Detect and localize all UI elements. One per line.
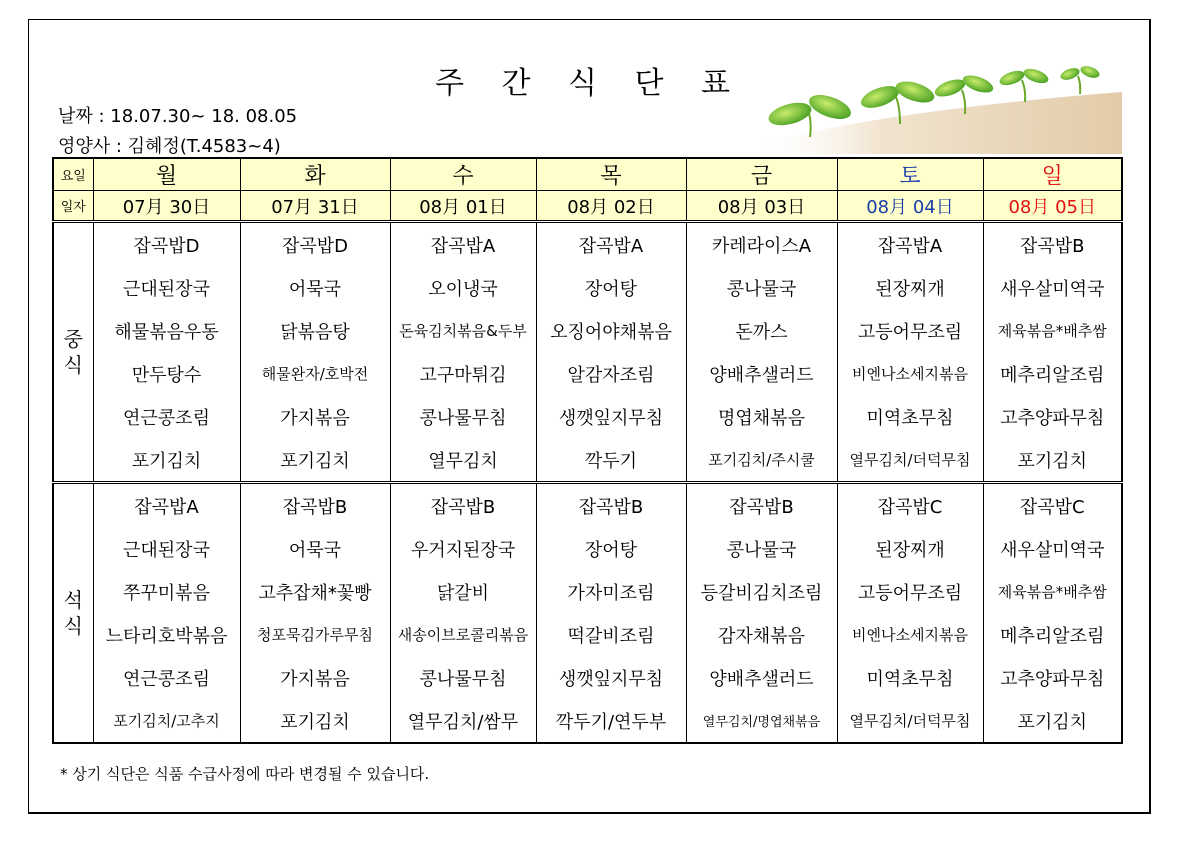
menu-item: 장어탕 xyxy=(536,266,686,309)
day-sun: 일 xyxy=(983,158,1122,191)
menu-item: 깍두기/연두부 xyxy=(536,699,686,743)
menu-item: 알감자조림 xyxy=(536,352,686,395)
dinner-section xyxy=(53,483,1122,744)
menu-item: 포기김치 xyxy=(240,699,390,743)
menu-item: 오징어야채볶음 xyxy=(536,309,686,352)
menu-item: 포기김치 xyxy=(240,438,390,483)
menu-item: 어묵국 xyxy=(240,527,390,570)
menu-item: 비엔나소세지볶음 xyxy=(837,613,983,656)
menu-item: 메추리알조림 xyxy=(983,613,1122,656)
menu-item: 열무김치 xyxy=(390,438,536,483)
menu-item: 된장찌개 xyxy=(837,527,983,570)
date-mon: 07月 30日 xyxy=(93,191,240,222)
menu-item: 포기김치 xyxy=(983,699,1122,743)
dinner-row xyxy=(53,570,1122,613)
sprout-illustration xyxy=(750,52,1122,154)
date-label: 일자 xyxy=(53,191,93,222)
menu-item: 느타리호박볶음 xyxy=(93,613,240,656)
menu-item: 가지볶음 xyxy=(240,395,390,438)
lunch-row xyxy=(53,352,1122,395)
menu-item: 미역초무침 xyxy=(837,656,983,699)
day-header-row xyxy=(53,158,1122,191)
menu-item: 새송이브로콜리볶음 xyxy=(390,613,536,656)
day-tue: 화 xyxy=(240,158,390,191)
dinner-row xyxy=(53,527,1122,570)
menu-item: 잡곡밥B xyxy=(983,222,1122,267)
menu-item: 포기김치 xyxy=(93,438,240,483)
menu-item: 잡곡밥A xyxy=(837,222,983,267)
day-sat: 토 xyxy=(837,158,983,191)
dinner-row xyxy=(53,483,1122,528)
menu-item: 미역초무침 xyxy=(837,395,983,438)
menu-item: 콩나물무침 xyxy=(390,395,536,438)
menu-item: 닭볶음탕 xyxy=(240,309,390,352)
menu-item: 근대된장국 xyxy=(93,266,240,309)
menu-item: 청포묵김가루무침 xyxy=(240,613,390,656)
menu-item: 고구마튀김 xyxy=(390,352,536,395)
weekly-menu-table xyxy=(52,157,1123,744)
nutritionist-info: 영양사 : 김혜정(T.4583~4) xyxy=(58,136,281,157)
menu-item: 쭈꾸미볶음 xyxy=(93,570,240,613)
menu-item: 잡곡밥A xyxy=(93,483,240,528)
menu-item: 고추양파무침 xyxy=(983,395,1122,438)
menu-item: 가지볶음 xyxy=(240,656,390,699)
dinner-row xyxy=(53,613,1122,656)
menu-item: 잡곡밥D xyxy=(240,222,390,267)
dinner-row xyxy=(53,656,1122,699)
menu-item: 열무김치/명엽채볶음 xyxy=(686,699,837,743)
menu-item: 잡곡밥C xyxy=(837,483,983,528)
menu-item: 해물볶음우동 xyxy=(93,309,240,352)
menu-item: 만두탕수 xyxy=(93,352,240,395)
date-range: 날짜 : 18.07.30~ 18. 08.05 xyxy=(58,106,298,127)
menu-item: 돈육김치볶음&두부 xyxy=(390,309,536,352)
menu-item: 오이냉국 xyxy=(390,266,536,309)
menu-item: 잡곡밥C xyxy=(983,483,1122,528)
menu-item: 열무김치/쌈무 xyxy=(390,699,536,743)
day-mon: 월 xyxy=(93,158,240,191)
menu-item: 장어탕 xyxy=(536,527,686,570)
menu-item: 열무김치/더덕무침 xyxy=(837,438,983,483)
menu-item: 생깻잎지무침 xyxy=(536,656,686,699)
lunch-row xyxy=(53,395,1122,438)
day-thu: 목 xyxy=(536,158,686,191)
date-sun: 08月 05日 xyxy=(983,191,1122,222)
date-wed: 08月 01日 xyxy=(390,191,536,222)
menu-item: 우거지된장국 xyxy=(390,527,536,570)
lunch-row xyxy=(53,266,1122,309)
menu-item: 콩나물국 xyxy=(686,266,837,309)
page-title: 주 간 식 단 표 xyxy=(434,66,745,101)
dinner-label-bottom: 식 xyxy=(63,614,83,638)
menu-item: 된장찌개 xyxy=(837,266,983,309)
day-fri: 금 xyxy=(686,158,837,191)
menu-item: 양배추샐러드 xyxy=(686,352,837,395)
menu-item: 잡곡밥A xyxy=(536,222,686,267)
menu-item: 비엔나소세지볶음 xyxy=(837,352,983,395)
date-thu: 08月 02日 xyxy=(536,191,686,222)
menu-item: 근대된장국 xyxy=(93,527,240,570)
lunch-label xyxy=(53,222,93,483)
menu-item: 잡곡밥D xyxy=(93,222,240,267)
lunch-row xyxy=(53,438,1122,483)
menu-item: 잡곡밥B xyxy=(240,483,390,528)
menu-item: 잡곡밥B xyxy=(536,483,686,528)
lunch-section xyxy=(53,222,1122,483)
menu-item: 떡갈비조림 xyxy=(536,613,686,656)
menu-item: 포기김치/고추지 xyxy=(93,699,240,743)
menu-item: 가자미조림 xyxy=(536,570,686,613)
menu-item: 포기김치 xyxy=(983,438,1122,483)
footnote: * 상기 식단은 식품 수급사정에 따라 변경될 수 있습니다. xyxy=(60,765,430,783)
menu-item: 메추리알조림 xyxy=(983,352,1122,395)
date-tue: 07月 31日 xyxy=(240,191,390,222)
menu-item: 감자채볶음 xyxy=(686,613,837,656)
menu-item: 깍두기 xyxy=(536,438,686,483)
menu-item: 제육볶음*배추쌈 xyxy=(983,309,1122,352)
menu-item: 카레라이스A xyxy=(686,222,837,267)
menu-item: 잡곡밥B xyxy=(686,483,837,528)
menu-item: 연근콩조림 xyxy=(93,656,240,699)
dinner-label xyxy=(53,483,93,744)
menu-item: 고추잡채*꽃빵 xyxy=(240,570,390,613)
menu-item: 돈까스 xyxy=(686,309,837,352)
lunch-label-top: 중 xyxy=(63,327,83,351)
menu-item: 고추양파무침 xyxy=(983,656,1122,699)
menu-item: 잡곡밥A xyxy=(390,222,536,267)
menu-item: 해물완자/호박전 xyxy=(240,352,390,395)
menu-item: 콩나물무침 xyxy=(390,656,536,699)
menu-item: 양배추샐러드 xyxy=(686,656,837,699)
menu-item: 제육볶음*배추쌈 xyxy=(983,570,1122,613)
menu-item: 등갈비김치조림 xyxy=(686,570,837,613)
menu-item: 명엽채볶음 xyxy=(686,395,837,438)
menu-item: 콩나물국 xyxy=(686,527,837,570)
menu-item: 새우살미역국 xyxy=(983,527,1122,570)
lunch-row xyxy=(53,309,1122,352)
menu-item: 열무김치/더덕무침 xyxy=(837,699,983,743)
date-sat: 08月 04日 xyxy=(837,191,983,222)
menu-item: 고등어무조림 xyxy=(837,570,983,613)
day-label: 요일 xyxy=(53,158,93,191)
menu-item: 닭갈비 xyxy=(390,570,536,613)
dinner-label-top: 석 xyxy=(63,588,83,612)
menu-item: 고등어무조림 xyxy=(837,309,983,352)
menu-item: 잡곡밥B xyxy=(390,483,536,528)
date-fri: 08月 03日 xyxy=(686,191,837,222)
lunch-label-bottom: 식 xyxy=(63,353,83,377)
menu-item: 생깻잎지무침 xyxy=(536,395,686,438)
day-wed: 수 xyxy=(390,158,536,191)
dinner-row xyxy=(53,699,1122,743)
date-header-row xyxy=(53,191,1122,222)
menu-item: 연근콩조림 xyxy=(93,395,240,438)
lunch-row xyxy=(53,222,1122,267)
menu-item: 새우살미역국 xyxy=(983,266,1122,309)
menu-item: 포기김치/주시쿨 xyxy=(686,438,837,483)
menu-item: 어묵국 xyxy=(240,266,390,309)
